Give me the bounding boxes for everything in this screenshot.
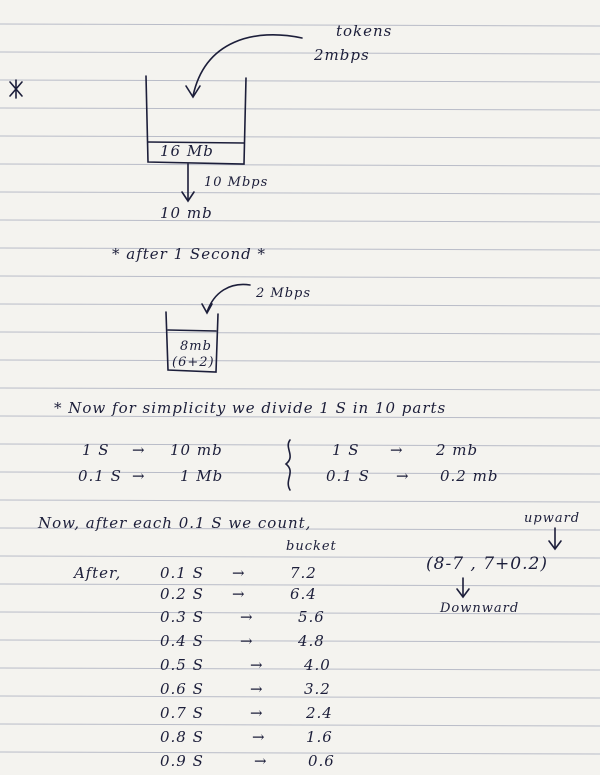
row-time: 0.1 S: [160, 564, 204, 582]
row-value: 5.6: [298, 608, 325, 626]
output-amount-label: 10 mb: [160, 204, 213, 222]
small-bucket-line1: 8mb: [180, 339, 212, 354]
tokens-label: tokens: [336, 22, 393, 40]
simplicity-note: * Now for simplicity we divide 1 S in 10 parts: [54, 399, 447, 417]
row-time: 0.3 S: [160, 608, 204, 626]
table-cell: 0.2 mb: [440, 467, 499, 485]
row-value: 3.2: [304, 680, 331, 698]
row-value: 7.2: [290, 564, 317, 582]
row-value: 1.6: [306, 728, 333, 746]
bucket-content-label: 16 Mb: [160, 142, 214, 160]
after-label: After,: [74, 564, 122, 582]
table-cell: 0.1 S: [326, 467, 370, 485]
arrow-icon: →: [250, 680, 264, 698]
row-value: 6.4: [290, 585, 317, 603]
arrow-icon: →: [240, 632, 254, 650]
arrow-icon: →: [390, 441, 404, 459]
small-rate-in-label: 2 Mbps: [256, 286, 312, 301]
arrow-icon: →: [250, 656, 264, 674]
table-cell: 1 S: [82, 441, 110, 459]
row-time: 0.6 S: [160, 680, 204, 698]
row-time: 0.9 S: [160, 752, 204, 770]
row-value: 4.8: [298, 632, 325, 650]
arrow-icon: →: [252, 728, 266, 746]
table-cell: 1 Mb: [180, 467, 224, 485]
table-cell: 10 mb: [170, 441, 223, 459]
arrow-icon: →: [240, 608, 254, 626]
arrow-icon: →: [254, 752, 268, 770]
table-cell: 1 S: [332, 441, 360, 459]
table-cell: 2 mb: [436, 441, 479, 459]
upward-label: upward: [524, 511, 581, 526]
row-time: 0.2 S: [160, 585, 204, 603]
row-time: 0.8 S: [160, 728, 204, 746]
row-value: 4.0: [304, 656, 331, 674]
arrow-icon: →: [232, 564, 246, 582]
count-note: Now, after each 0.1 S we count,: [38, 514, 312, 532]
arrow-icon: →: [396, 467, 410, 485]
rate-in-label: 2mbps: [314, 46, 370, 64]
arrow-icon: →: [232, 585, 246, 603]
row-value: 2.4: [306, 704, 333, 722]
after-one-second-heading: * after 1 Second *: [112, 245, 267, 263]
row-value: 0.6: [308, 752, 335, 770]
arrow-icon: →: [132, 467, 146, 485]
row-time: 0.7 S: [160, 704, 204, 722]
table-cell: 0.1 S: [78, 467, 122, 485]
arrow-icon: →: [250, 704, 264, 722]
row-time: 0.4 S: [160, 632, 204, 650]
row-time: 0.5 S: [160, 656, 204, 674]
bucket-label: bucket: [286, 539, 337, 554]
formula: (8-7 , 7+0.2): [426, 554, 548, 574]
arrow-icon: →: [132, 441, 146, 459]
small-bucket-line2: (6+2): [172, 355, 215, 370]
rate-out-label: 10 Mbps: [204, 175, 269, 190]
downward-label: Downward: [440, 601, 520, 616]
